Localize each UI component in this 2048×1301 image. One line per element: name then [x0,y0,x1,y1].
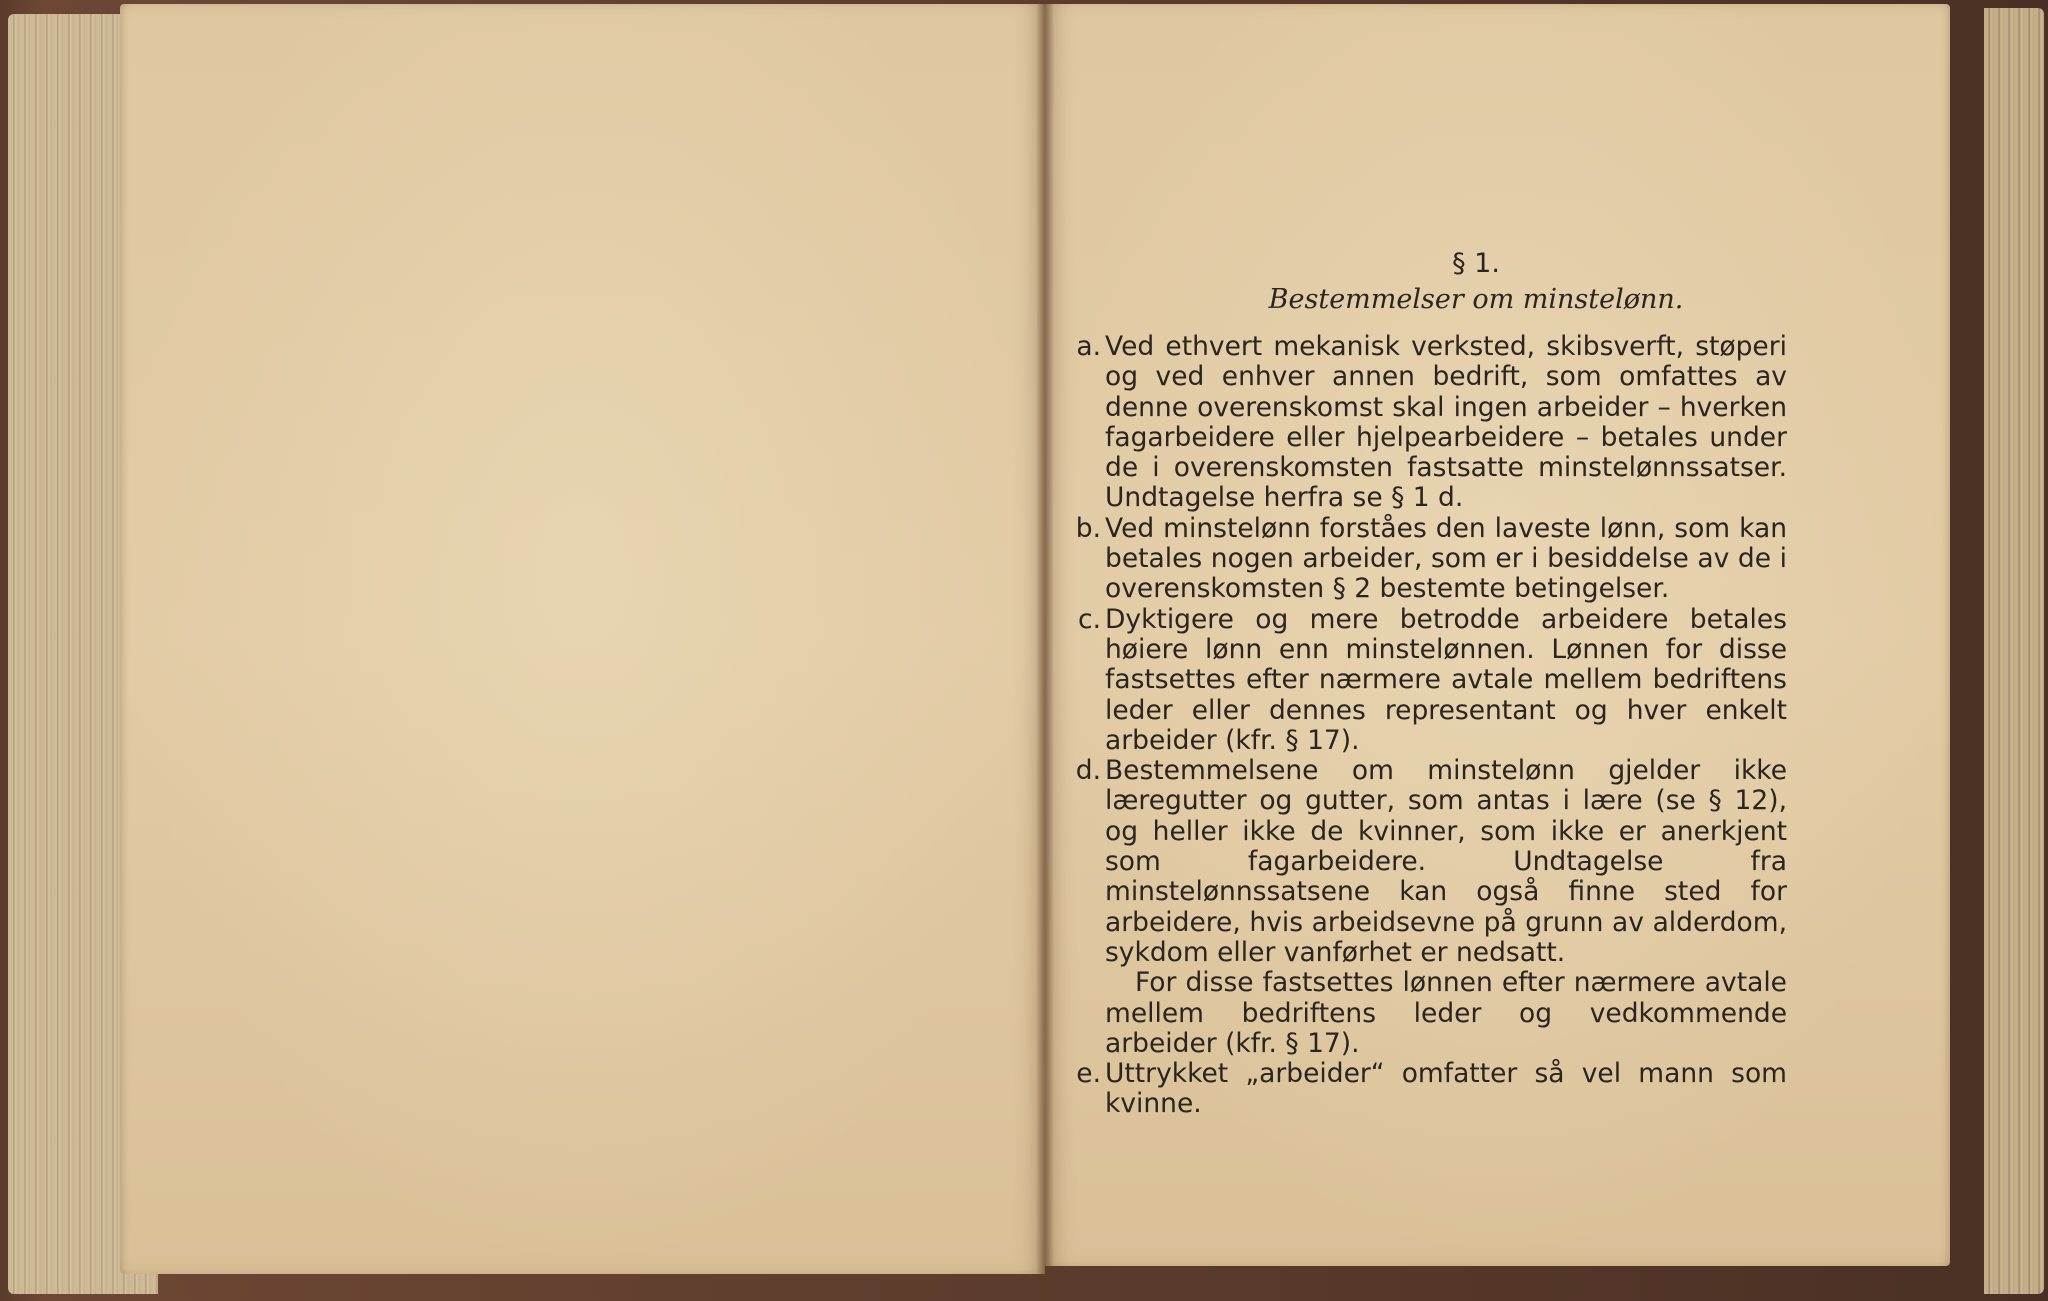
item-marker: e. [1076,1058,1101,1090]
list-item-e [1076,1058,1787,1120]
item-marker: c. [1078,603,1101,635]
section-number: § 1. [1452,248,1500,279]
item-text: Dyktigere og mere betrodde arbeidere betales høiere lønn enn minstelønnen. Lønnen for disse fastsettes efter nærmere avtale mellem bedriftens leder eller dennes representant og hver enkelt arbeider (kfr. § 17). [1105,603,1787,756]
list-item-c [1078,603,1787,756]
item-text: Uttrykket „arbeider“ omfatter så vel mann som kvinne. [1105,1058,1787,1120]
item-continuation: For disse fastsettes lønnen efter nærmere avtale mellem bedriftens leder og vedkommende arbeider (kfr. § 17). [1105,967,1787,1059]
item-marker: a. [1076,331,1101,362]
section-title: Bestemmelser om minstelønn. [1268,284,1684,315]
book-gutter [1036,0,1054,1301]
item-text: Ved ethvert mekanisk verksted, skibsverft, støperi og ved enhver annen bedrift, som omfattes av denne overenskomst skal ingen arbeider – hverken fagarbeidere eller hjelpearbeidere – betales under de i overenskomsten fastsatte minstelønnssatser. Undtagelse herfra se § 1 d. [1105,331,1787,514]
page-edges-right [1984,8,2044,1294]
list-item-b [1075,512,1787,605]
item-text: Ved minstelønn forståes den laveste lønn, som kan betales nogen arbeider, som er i besiddelse av de i overenskomsten § 2 bestemte betingelser. [1105,512,1787,605]
list-item-d [1075,755,1787,1059]
item-text: Bestemmelsene om minstelønn gjelder ikke læregutter og gutter, som antas i lære (se § 12), og heller ikke de kvinner, som ikke er anerkjent som fagarbeidere. Undtagelse fra minstelønnssatsene kan også finne sted for arbeidere, hvis arbeidsevne på grunn av alderdom, sykdom eller vanførhet er nedsatt. [1105,755,1787,968]
left-page-blank [120,4,1045,1274]
list-item-a [1076,331,1787,514]
item-marker: b. [1075,512,1101,544]
right-page-text [1075,248,1787,1120]
item-marker: d. [1075,755,1101,787]
